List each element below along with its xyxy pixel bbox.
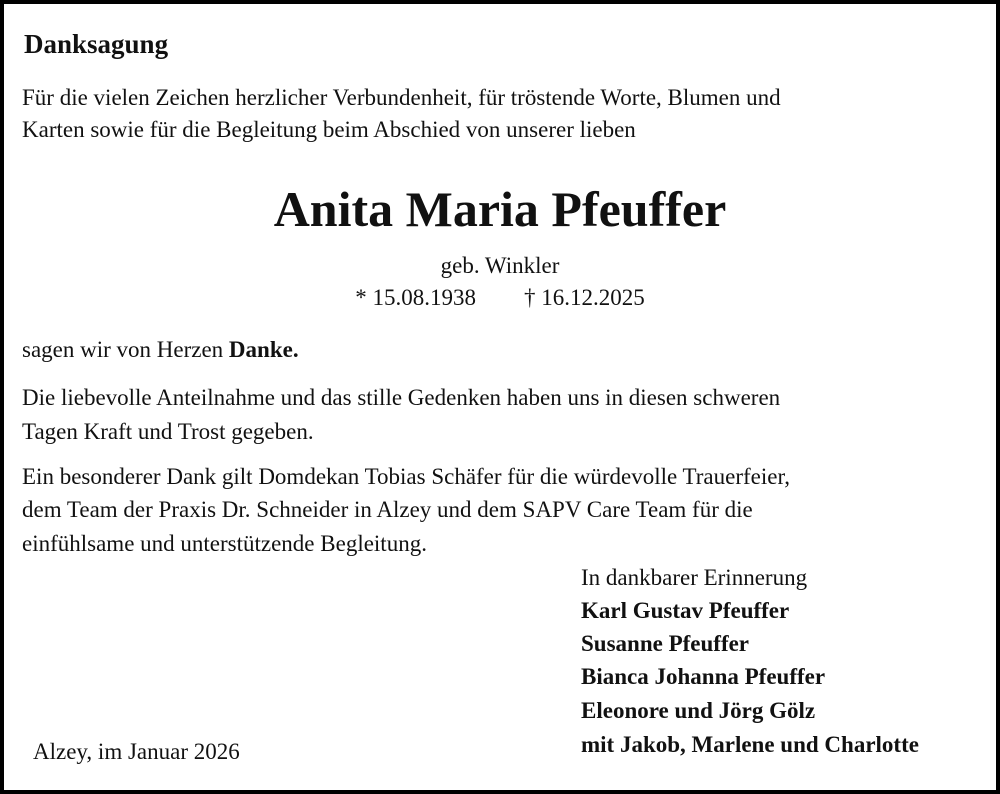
heading: Danksagung	[24, 29, 169, 59]
signature-name: Karl Gustav Pfeuffer	[581, 598, 790, 623]
deceased-name: Anita Maria Pfeuffer	[273, 181, 727, 237]
paragraph-line: dem Team der Praxis Dr. Schneider in Alzey und dem SAPV Care Team für die	[22, 497, 753, 522]
thanks-line	[22, 338, 299, 361]
thanks-bold: Danke.	[228, 337, 299, 362]
paragraph-line: einfühlsame und unterstützende Begleitung.	[22, 531, 427, 556]
signature-name: mit Jakob, Marlene und Charlotte	[581, 732, 919, 757]
maiden-name: geb. Winkler	[440, 253, 560, 278]
birth-date: * 15.08.1938	[355, 285, 476, 310]
place-date: Alzey, im Januar 2026	[33, 739, 240, 764]
paragraph-line: Die liebevolle Anteilnahme und das stille Gedenken haben uns in diesen schweren	[22, 385, 781, 410]
intro-line: Für die vielen Zeichen herzlicher Verbundenheit, für tröstende Worte, Blumen und	[22, 85, 781, 110]
life-dates	[0, 286, 1000, 309]
signature-name: Bianca Johanna Pfeuffer	[581, 664, 826, 689]
paragraph-line: Ein besonderer Dank gilt Domdekan Tobias Schäfer für die würdevolle Trauerfeier,	[22, 464, 790, 489]
intro-line: Karten sowie für die Begleitung beim Abschied von unserer lieben	[22, 117, 636, 142]
thanks-text: sagen wir von Herzen	[22, 337, 229, 362]
signature-name: Eleonore und Jörg Gölz	[581, 698, 816, 723]
signature-name: Susanne Pfeuffer	[581, 631, 750, 656]
death-date: † 16.12.2025	[524, 285, 645, 310]
paragraph-line: Tagen Kraft und Trost gegeben.	[22, 419, 314, 444]
signature-intro: In dankbarer Erinnerung	[581, 565, 808, 590]
